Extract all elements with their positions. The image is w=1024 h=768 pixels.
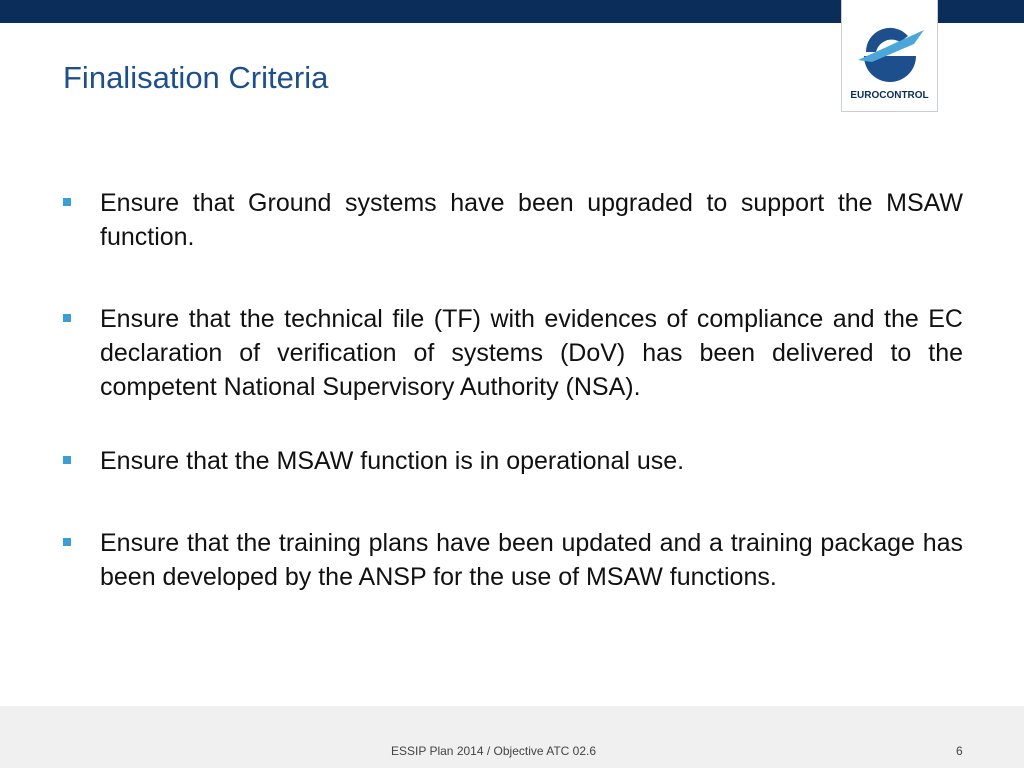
- bullet-item: [63, 302, 963, 404]
- footer-band: [0, 706, 1024, 768]
- bullet-item: [63, 526, 963, 594]
- square-bullet-icon: [63, 314, 71, 322]
- eurocontrol-logo: [841, 0, 938, 112]
- square-bullet-icon: [63, 198, 71, 206]
- bullet-item: [63, 186, 963, 254]
- eurocontrol-logo-icon: [854, 22, 926, 86]
- bullet-text: Ensure that the training plans have been updated and a training package has been developed by the ANSP for the use of MSAW functions.: [100, 529, 963, 591]
- bullet-text: Ensure that the MSAW function is in operational use.: [100, 447, 685, 475]
- square-bullet-icon: [63, 456, 71, 464]
- logo-text: EUROCONTROL: [850, 90, 929, 101]
- bullet-text: Ensure that Ground systems have been upgraded to support the MSAW function.: [100, 189, 963, 251]
- square-bullet-icon: [63, 538, 71, 546]
- footer-text: ESSIP Plan 2014 / Objective ATC 02.6: [391, 744, 597, 758]
- bullet-item: [63, 444, 963, 478]
- page-number: 6: [956, 744, 963, 758]
- slide-title: Finalisation Criteria: [63, 60, 329, 95]
- bullet-list: [63, 186, 963, 594]
- bullet-text: Ensure that the technical file (TF) with evidences of compliance and the EC declaration of verification of systems (DoV) has been delivered to the competent National Supervisory Authority (NSA).: [100, 305, 963, 401]
